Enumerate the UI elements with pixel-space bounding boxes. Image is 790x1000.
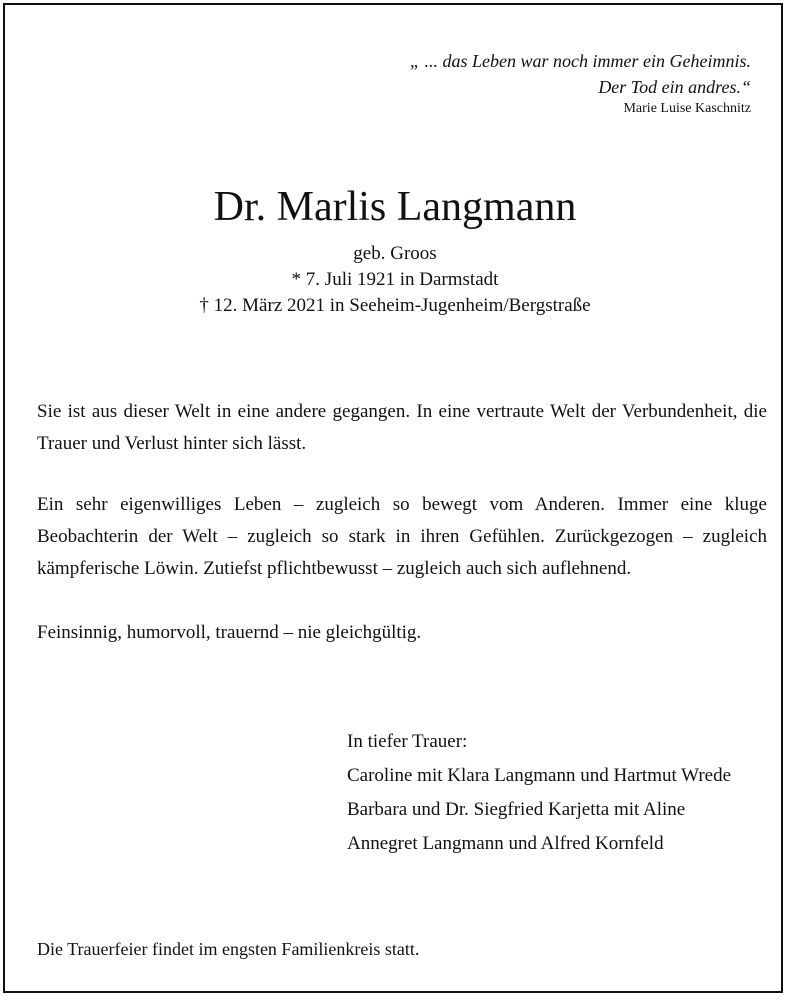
funeral-note: Die Trauerfeier findet im engsten Familienkreis statt. (37, 939, 420, 959)
quote-line-2: Der Tod ein andres.“ (598, 77, 751, 97)
epigraph-quote (410, 48, 751, 100)
birth-name: geb. Groos (353, 243, 437, 264)
paragraph-2: Ein sehr eigenwilliges Leben – zugleich so bewegt vom Anderen. Immer eine kluge Beobachterin der Welt – zugleich so stark in ihren Gefühlen. Zurückgezogen – zugleich kämpferische Löwin. Zutiefst pflichtbewusst – zugleich auch sich auflehnend. (37, 494, 767, 579)
deceased-vitals (5, 241, 785, 319)
quote-line-1: „ ... das Leben war noch immer ein Geheimnis. (410, 51, 751, 71)
mourner-name: Annegret Langmann und Alfred Kornfeld (347, 833, 664, 854)
mourner-name: Caroline mit Klara Langmann und Hartmut Wrede (347, 765, 732, 786)
mourner-name: Barbara und Dr. Siegfried Karjetta mit Aline (347, 799, 686, 820)
death-date: † 12. März 2021 in Seeheim-Jugenheim/Bergstraße (199, 295, 591, 316)
deceased-name: Dr. Marlis Langmann (213, 184, 577, 230)
quote-author: Marie Luise Kaschnitz (623, 101, 751, 116)
birth-date: * 7. Juli 1921 in Darmstadt (291, 269, 499, 290)
paragraph-3: Feinsinnig, humorvoll, trauernd – nie gleichgültig. (37, 622, 422, 643)
mourners-heading: In tiefer Trauer: (347, 731, 468, 752)
obituary-frame (3, 3, 783, 993)
paragraph-1: Sie ist aus dieser Welt in eine andere gegangen. In eine vertraute Welt der Verbundenheit, die Trauer und Verlust hinter sich lässt. (37, 401, 767, 454)
mourners-block (347, 725, 731, 861)
